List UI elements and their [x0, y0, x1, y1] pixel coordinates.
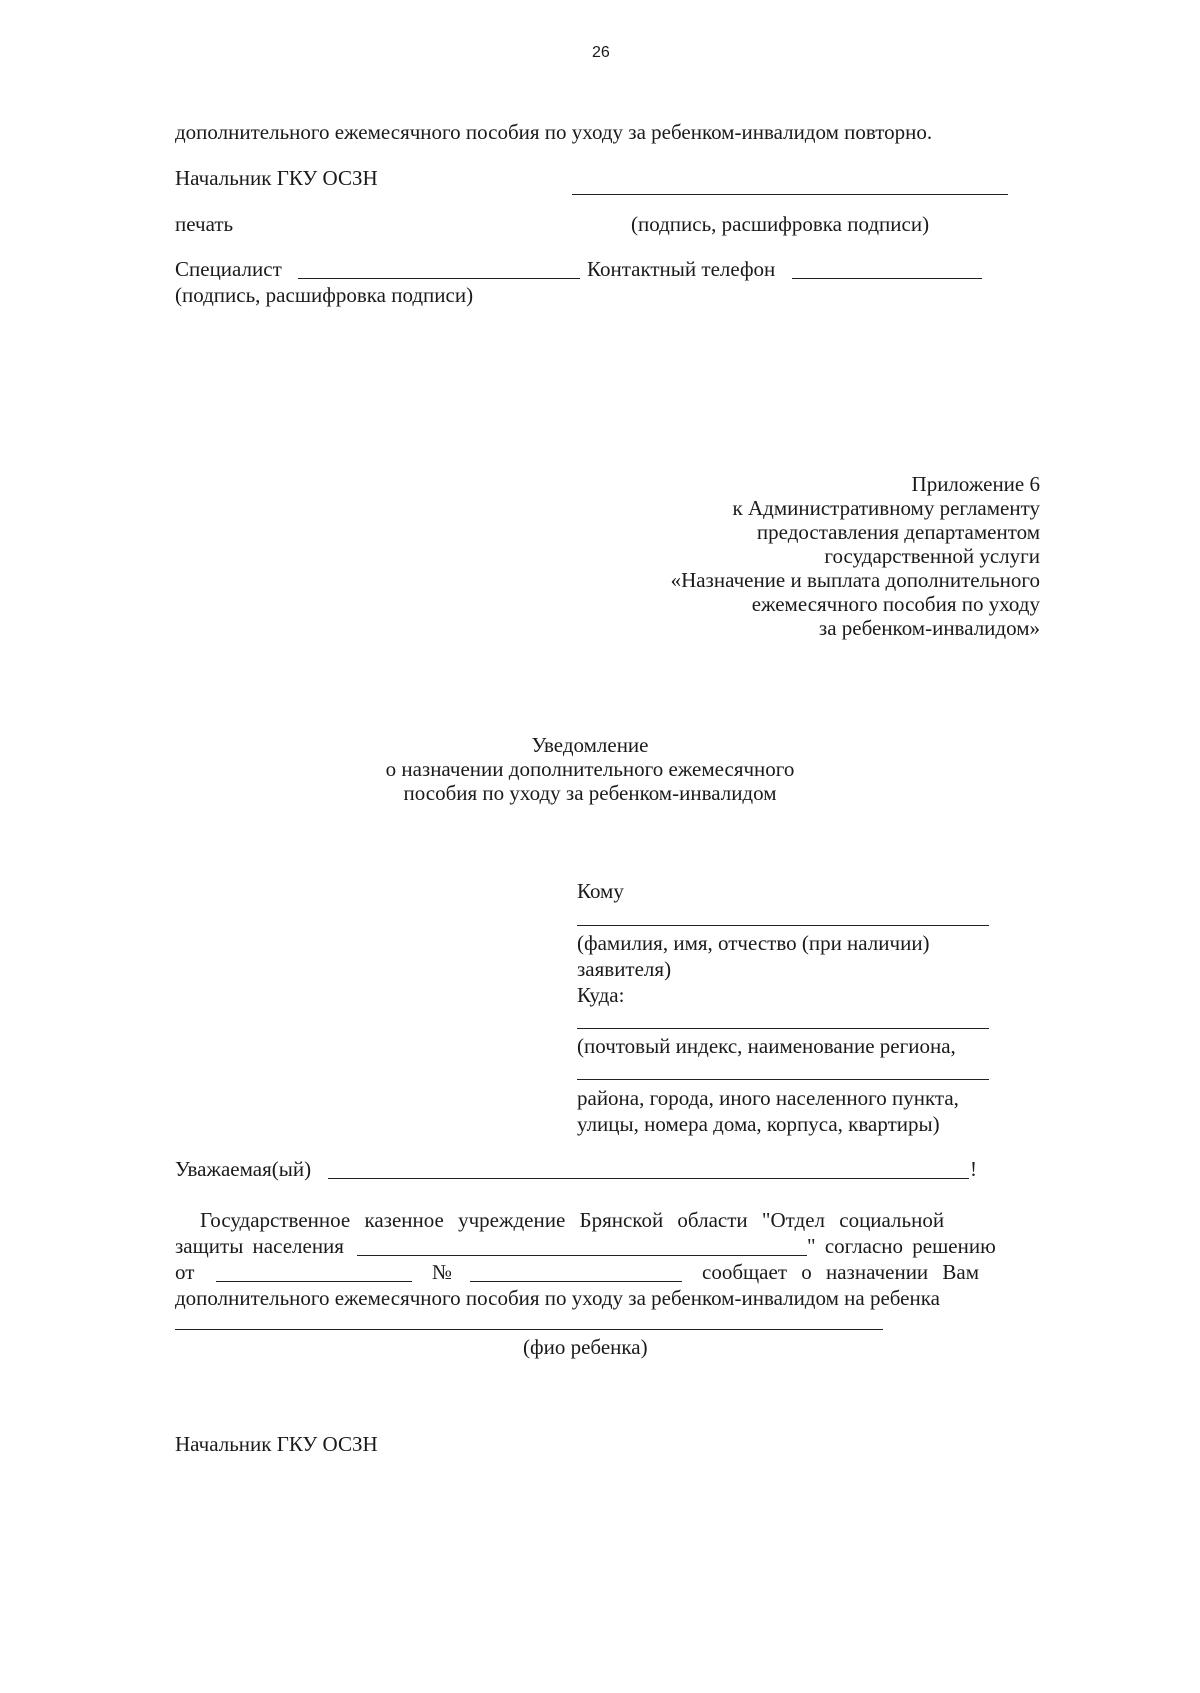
body-from-label: от: [175, 1260, 195, 1284]
address-caption: района, города, иного населенного пункта,: [577, 1086, 959, 1110]
head-label: Начальник ГКУ ОСЗН: [175, 166, 378, 190]
decision-date-line: [216, 1281, 412, 1282]
child-caption: (фио ребенка): [523, 1335, 648, 1359]
footer-head-label: Начальник ГКУ ОСЗН: [175, 1432, 378, 1456]
to-line: [577, 925, 989, 926]
phone-line: [792, 278, 982, 279]
address-line-1: [577, 1028, 989, 1029]
body-line-2a: защиты населения: [175, 1234, 344, 1258]
to-caption: заявителя): [577, 957, 672, 981]
body-line-3b: сообщает о назначении Вам: [702, 1260, 980, 1284]
where-label: Куда:: [577, 983, 625, 1007]
head-signature-line: [572, 194, 1008, 195]
body-line-2b: " согласно решению: [807, 1234, 996, 1258]
body-line-4: дополнительного ежемесячного пособия по уходу за ребенком-инвалидом на ребенка: [175, 1286, 940, 1310]
page-number: 26: [592, 44, 610, 61]
to-caption: (фамилия, имя, отчество (при наличии): [577, 931, 930, 955]
greeting-exclamation: !: [970, 1157, 977, 1181]
address-line-2: [577, 1079, 989, 1080]
greeting-line: [328, 1178, 969, 1179]
appendix-line: к Административному регламенту: [732, 496, 1040, 520]
notice-title-line: о назначении дополнительного ежемесячного: [385, 757, 795, 781]
body-number-label: №: [432, 1260, 453, 1284]
department-line: [357, 1255, 807, 1256]
address-caption: улицы, номера дома, корпуса, квартиры): [577, 1112, 940, 1136]
appendix-line: предоставления департаментом: [756, 520, 1040, 544]
specialist-label: Специалист: [175, 257, 282, 281]
appendix-line: государственной услуги: [824, 544, 1040, 568]
continuation-text: дополнительного ежемесячного пособия по уходу за ребенком-инвалидом повторно.: [175, 120, 933, 144]
notice-title-line: пособия по уходу за ребенком-инвалидом: [403, 781, 777, 805]
appendix-block: [671, 472, 1040, 640]
appendix-line: ежемесячного пособия по уходу: [751, 592, 1040, 616]
address-caption: (почтовый индекс, наименование региона,: [577, 1034, 956, 1058]
child-name-line: [175, 1329, 883, 1330]
signature-caption: (подпись, расшифровка подписи): [631, 212, 930, 236]
phone-label: Контактный телефон: [587, 257, 776, 281]
appendix-line: «Назначение и выплата дополнительного: [670, 568, 1040, 592]
specialist-caption: (подпись, расшифровка подписи): [175, 283, 474, 307]
notice-title: [290, 733, 890, 805]
specialist-signature-line: [298, 278, 580, 279]
appendix-line: Приложение 6: [911, 472, 1040, 496]
greeting-label: Уважаемая(ый): [175, 1157, 312, 1181]
notice-title-line: Уведомление: [531, 733, 649, 757]
body-line-1: Государственное казенное учреждение Брянской области "Отдел социальной: [200, 1208, 945, 1232]
to-label: Кому: [577, 879, 624, 903]
appendix-line: за ребенком-инвалидом»: [818, 616, 1040, 640]
stamp-label: печать: [175, 212, 234, 236]
decision-number-line: [470, 1281, 682, 1282]
